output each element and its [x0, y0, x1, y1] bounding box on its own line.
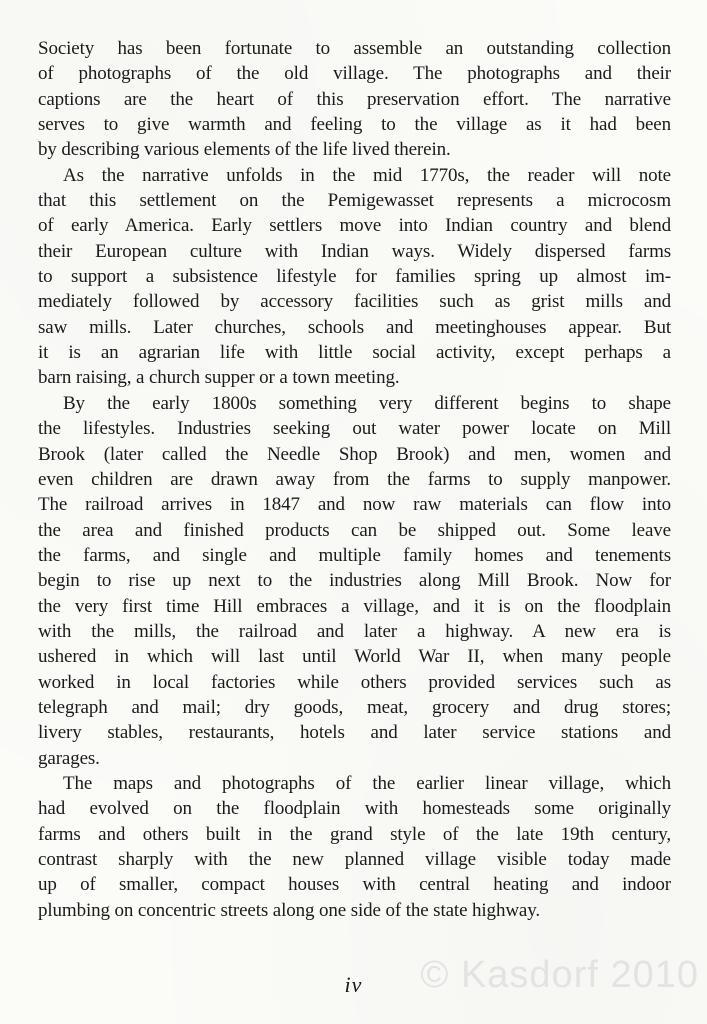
text-line: Brook (later called the Needle Shop Brook) and men, women and: [38, 443, 671, 465]
text-line: with the mills, the railroad and later a highway. A new era is: [38, 620, 671, 642]
text-line: of early America. Early settlers move into Indian country and blend: [38, 215, 671, 237]
text-line: to support a subsistence lifestyle for families spring up almost im-: [38, 266, 671, 288]
text-line: ushered in which will last until World War II, when many people: [38, 646, 671, 668]
text-line: garages.: [38, 747, 100, 769]
text-line: it is an agrarian life with little social activity, except perhaps a: [38, 342, 671, 364]
text-line: the very first time Hill embraces a village, and it is on the floodplain: [38, 595, 671, 617]
text-line: captions are the heart of this preservation effort. The narrative: [38, 88, 671, 110]
copyright-watermark: © Kasdorf 2010: [420, 954, 699, 996]
text-line: telegraph and mail; dry goods, meat, grocery and drug stores;: [38, 696, 671, 718]
page-text: [38, 36, 671, 923]
text-line: mediately followed by accessory facilities such as grist mills and: [38, 291, 671, 313]
page-number: iv: [344, 972, 363, 997]
text-line: By the early 1800s something very different begins to shape: [63, 392, 671, 414]
text-line: up of smaller, compact houses with central heating and indoor: [38, 874, 671, 896]
text-line: Society has been fortunate to assemble an outstanding collection: [38, 38, 671, 59]
text-line: farms and others built in the grand style of the late 19th century,: [38, 823, 671, 845]
text-line: plumbing on concentric streets along one side of the state highway.: [38, 899, 541, 921]
text-line: begin to rise up next to the industries along Mill Brook. Now for: [38, 570, 671, 592]
text-line: serves to give warmth and feeling to the village as it had been: [38, 114, 671, 136]
text-line: contrast sharply with the new planned village visible today made: [38, 849, 671, 870]
text-line: had evolved on the floodplain with homesteads some originally: [38, 798, 671, 820]
text-line: their European culture with Indian ways. Widely dispersed farms: [38, 240, 671, 262]
text-line: even children are drawn away from the farms to supply manpower.: [38, 468, 671, 490]
text-line: that this settlement on the Pemigewasset represents a microcosm: [38, 190, 671, 212]
text-line: livery stables, restaurants, hotels and later service stations and: [38, 722, 671, 744]
text-line: worked in local factories while others provided services such as: [38, 671, 671, 693]
text-line: barn raising, a church supper or a town meeting.: [38, 367, 400, 389]
text-line: of photographs of the old village. The photographs and their: [38, 63, 671, 85]
text-line: the lifestyles. Industries seeking out water power locate on Mill: [38, 418, 671, 440]
text-line: As the narrative unfolds in the mid 1770s, the reader will note: [63, 164, 671, 186]
text-line: saw mills. Later churches, schools and meetinghouses appear. But: [38, 316, 671, 338]
text-line: the farms, and single and multiple family homes and tenements: [38, 544, 671, 566]
text-line: The maps and photographs of the earlier linear village, which: [63, 772, 671, 794]
text-line: by describing various elements of the life lived therein.: [38, 139, 451, 161]
text-line: The railroad arrives in 1847 and now raw materials can flow into: [38, 494, 671, 516]
text-line: the area and finished products can be shipped out. Some leave: [38, 519, 671, 541]
